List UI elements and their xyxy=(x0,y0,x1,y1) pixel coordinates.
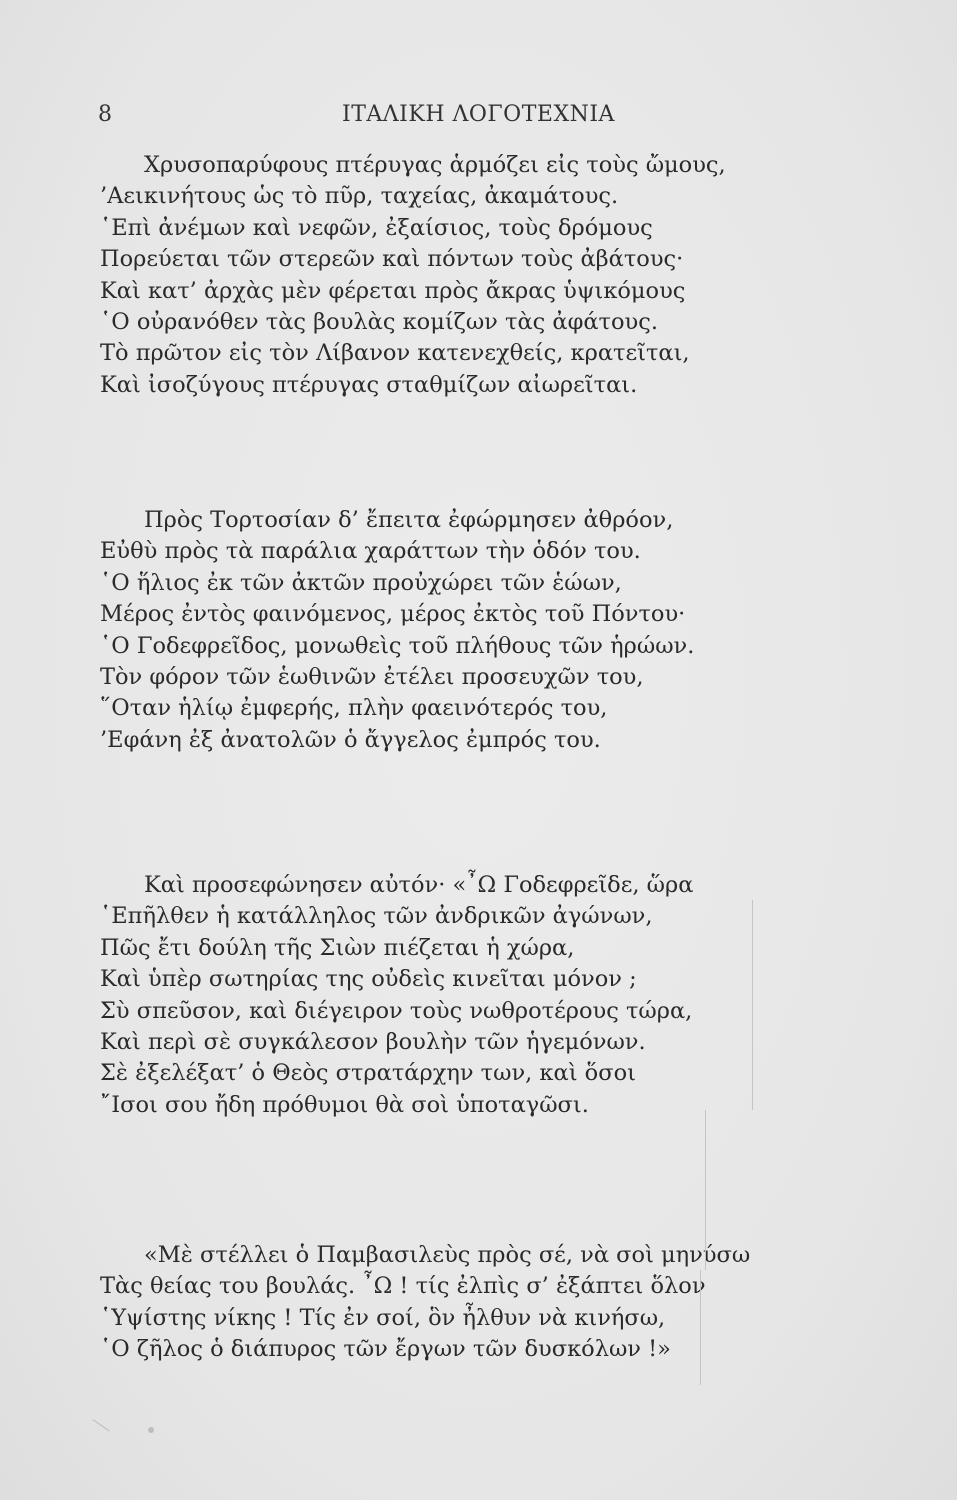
verse-line: Καὶ περὶ σὲ συγκάλεσον βουλὴν τῶν ἡγεμόνων. xyxy=(100,1029,646,1056)
margin-pencil-mark xyxy=(752,900,753,1110)
verse-line: Πρὸς Τορτοσίαν δ’ ἔπειτα ἐφώρμησεν ἀθρόον, xyxy=(144,507,674,533)
verse-line: Πῶς ἔτι δούλη τῆς Σιὼν πιέζεται ἡ χώρα, xyxy=(100,934,575,961)
verse-line: Σὲ ἐξελέξατ’ ὁ Θεὸς στρατάρχην των, καὶ ὅσοι xyxy=(100,1060,636,1087)
verse-line: ῾Επὶ ἀνέμων καὶ νεφῶν, ἐξαίσιος, τοὺς δρόμους xyxy=(100,214,653,241)
verse-line: Καὶ ἰσοζύγους πτέρυγας σταθμίζων αἰωρεῖται. xyxy=(100,371,638,398)
verse-line: Χρυσοπαρύφους πτέρυγας ἁρμόζει εἰς τοὺς ὤμους, xyxy=(144,152,726,178)
verse-line: Πορεύεται τῶν στερεῶν καὶ πόντων τοὺς ἀβάτους· xyxy=(100,246,684,273)
verse-line: Καὶ προσεφώνησεν αὐτόν· «῏Ω Γοδεφρεῖδε, ὥρα xyxy=(144,872,694,898)
running-title: ΙΤΑΛΙΚΗ ΛΟΓΟΤΕΧΝΙΑ xyxy=(342,102,615,127)
verse-line: «Μὲ στέλλει ὁ Παμβασιλεὺς πρὸς σέ, νὰ σοὶ μηνύσω xyxy=(144,1242,751,1268)
verse-line: ’Εφάνη ἐξ ἀνατολῶν ὁ ἄγγελος ἐμπρός του. xyxy=(100,726,601,753)
pencil-tick-mark xyxy=(93,1408,118,1432)
ink-dot xyxy=(148,1427,154,1433)
verse-line: ῾Ο οὐρανόθεν τὰς βουλὰς κομίζων τὰς ἀφάτους. xyxy=(100,309,658,336)
margin-pencil-mark xyxy=(705,1110,706,1270)
verse-line: Μέρος ἐντὸς φαινόμενος, μέρος ἐκτὸς τοῦ Πόντου· xyxy=(100,601,686,628)
verse-line: ῾Ο Γοδεφρεῖδος, μονωθεὶς τοῦ πλήθους τῶν ἡρώων. xyxy=(100,632,695,659)
margin-pencil-mark xyxy=(700,1270,701,1385)
verse-line: Τὸν φόρον τῶν ἑωθινῶν ἐτέλει προσευχῶν του, xyxy=(100,664,644,691)
verse-line: ’Αεικινήτους ὡς τὸ πῦρ, ταχείας, ἀκαμάτους. xyxy=(100,183,619,210)
verse-line: ῎Ισοι σου ἤδη πρόθυμοι θὰ σοὶ ὑποταγῶσι. xyxy=(100,1091,589,1118)
verse-line: ῞Οταν ἡλίῳ ἐμφερής, πλὴν φαεινότερός του, xyxy=(100,695,608,722)
verse-line: ῾Ο ἥλιος ἐκ τῶν ἀκτῶν προὐχώρει τῶν ἑώων, xyxy=(100,569,622,596)
verse-line: Τὰς θείας του βουλάς. ῏Ω ! τίς ἐλπὶς σ’ ἐξάπτει ὅλον xyxy=(100,1273,706,1300)
stanza-2 xyxy=(100,505,800,756)
page-number: 8 xyxy=(98,102,112,127)
verse-line: ῾Ο ζῆλος ὁ διάπυρος τῶν ἔργων τῶν δυσκόλων !» xyxy=(100,1336,671,1363)
verse-line: Καὶ ὑπὲρ σωτηρίας της οὐδεὶς κινεῖται μόνον ; xyxy=(100,966,637,993)
verse-line: Σὺ σπεῦσον, καὶ διέγειρον τοὺς νωθροτέρους τώρα, xyxy=(100,997,693,1024)
verse-line: Καὶ κατ’ ἀρχὰς μὲν φέρεται πρὸς ἄκρας ὑψικόμους xyxy=(100,277,686,304)
verse-line: ῾Υψίστης νίκης ! Τίς ἐν σοί, ὃν ἦλθυν νὰ κινήσω, xyxy=(100,1304,666,1331)
verse-line: Τὸ πρῶτον εἰς τὸν Λίβανον κατενεχθείς, κρατεῖται, xyxy=(100,340,690,367)
verse-line: ῾Επῆλθεν ἡ κατάλληλος τῶν ἀνδρικῶν ἀγώνων, xyxy=(100,903,653,930)
stanza-4 xyxy=(100,1240,800,1366)
stanza-1 xyxy=(100,150,800,401)
stanza-3 xyxy=(100,870,800,1121)
verse-line: Εὐθὺ πρὸς τὰ παράλια χαράττων τὴν ὁδόν του. xyxy=(100,538,641,565)
